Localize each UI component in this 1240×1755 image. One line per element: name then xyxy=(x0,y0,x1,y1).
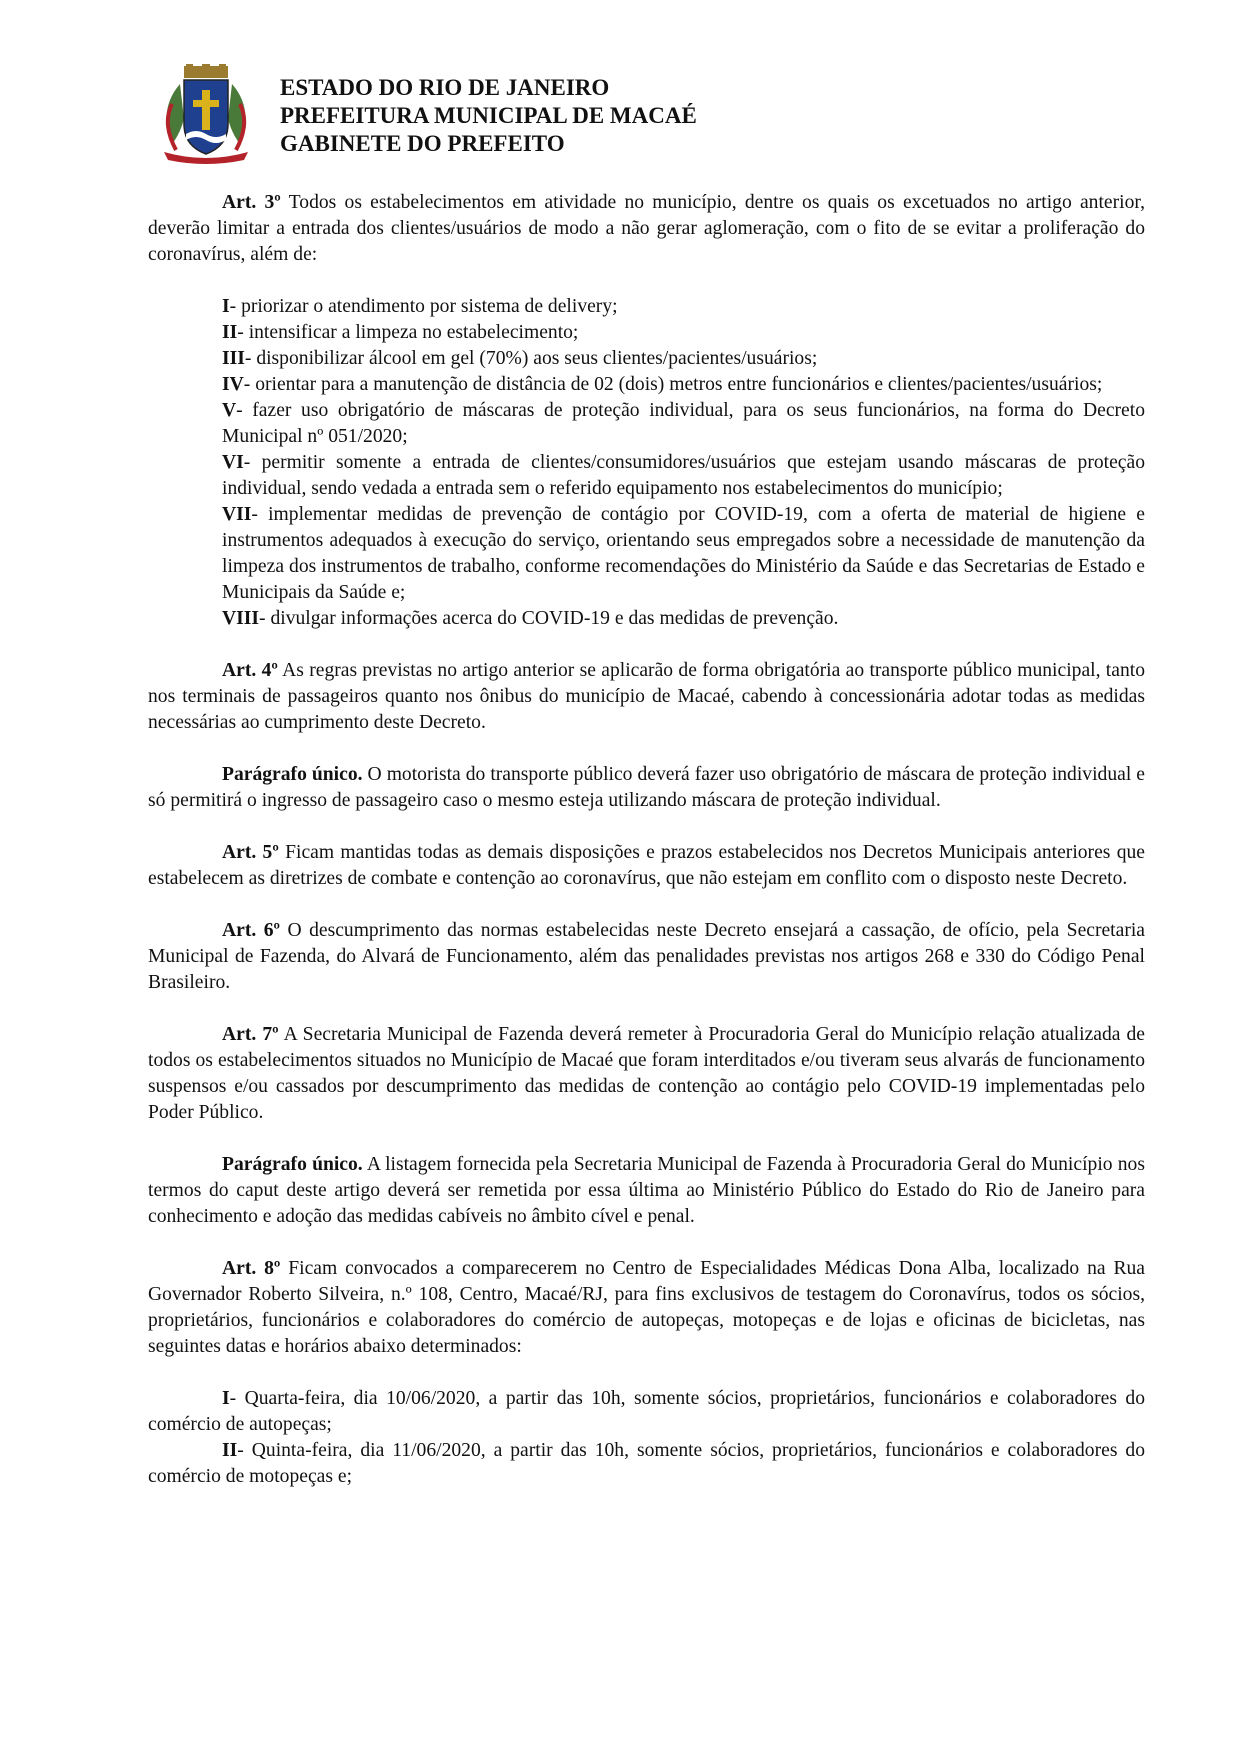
header-state: ESTADO DO RIO DE JANEIRO xyxy=(280,75,610,100)
list-item: VIII- divulgar informações acerca do COVID-19 e das medidas de prevenção. xyxy=(222,608,839,629)
list-item: I- priorizar o atendimento por sistema de delivery; xyxy=(222,296,618,317)
article-4: Art. 4º As regras previstas no artigo anterior se aplicarão de forma obrigatória ao transporte público municipal, tanto nos terminais de passageiros quanto nos ônibus do município de Macaé, cabendo à concessionária adotar todas as medidas necessárias ao cumprimento deste Decreto. xyxy=(148,660,1145,733)
article-7-paragraph: Parágrafo único. A listagem fornecida pela Secretaria Municipal de Fazenda à Procuradoria Geral do Município nos termos do caput deste artigo deverá ser remetida por essa última ao Ministério Público do Estado do Rio de Janeiro para conhecimento e adoção das medidas cabíveis no âmbito cível e penal. xyxy=(148,1154,1145,1227)
list-item: II- intensificar a limpeza no estabelecimento; xyxy=(222,322,579,343)
article-4-paragraph: Parágrafo único. O motorista do transporte público deverá fazer uso obrigatório de máscara de proteção individual e só permitirá o ingresso de passageiro caso o mesmo esteja utilizando máscara de proteção individual. xyxy=(148,764,1145,811)
article-text: Todos os estabelecimentos em atividade no município, dentre os quais os excetuados no artigo anterior, deverão limitar a entrada dos clientes/usuários de modo a não gerar aglomeração, com o fito de se evitar a proliferação do coronavírus, além de: xyxy=(148,192,1146,265)
municipal-coat-of-arms-icon xyxy=(150,64,262,164)
letterhead xyxy=(150,64,1150,164)
article-7: Art. 7º A Secretaria Municipal de Fazenda deverá remeter à Procuradoria Geral do Município relação atualizada de todos os estabelecimentos situados no Município de Macaé que foram interditados e/ou tiveram seus alvarás de funcionamento suspensos e/ou cassados por descumprimento das medidas de contenção ao contágio pelo COVID-19 implementadas pelo Poder Público. xyxy=(148,1024,1145,1123)
list-item: IV- orientar para a manutenção de distância de 02 (dois) metros entre funcionários e clientes/pacientes/usuários; xyxy=(222,374,1103,395)
header-prefecture: PREFEITURA MUNICIPAL DE MACAÉ xyxy=(280,103,697,128)
list-item: VI- permitir somente a entrada de clientes/consumidores/usuários que estejam usando máscaras de proteção individual, sendo vedada a entrada sem o referido equipamento nos estabelecimentos do município; xyxy=(222,452,1145,499)
article-8: Art. 8º Ficam convocados a comparecerem no Centro de Especialidades Médicas Dona Alba, localizado na Rua Governador Roberto Silveira, n.º 108, Centro, Macaé/RJ, para fins exclusivos de testagem do Coronavírus, todos os sócios, proprietários, funcionários e colaboradores do comércio de autopeças, motopeças e de lojas e oficinas de bicicletas, nas seguintes datas e horários abaixo determinados: xyxy=(148,1258,1146,1357)
article-3-items xyxy=(148,294,1145,632)
article-8-items xyxy=(148,1386,1145,1490)
header-office: GABINETE DO PREFEITO xyxy=(280,131,565,156)
decree-body xyxy=(148,190,1145,1490)
article-6: Art. 6º O descumprimento das normas estabelecidas neste Decreto ensejará a cassação, de ofício, pela Secretaria Municipal de Fazenda, do Alvará de Funcionamento, além das penalidades previstas nos artigos 268 e 330 do Código Penal Brasileiro. xyxy=(148,920,1145,993)
article-3 xyxy=(148,190,1145,268)
list-item: VII- implementar medidas de prevenção de contágio por COVID-19, com a oferta de material de higiene e instrumentos adequados à execução do serviço, orientando seus empregados sobre a necessidade de manutenção da limpeza dos instrumentos de trabalho, conforme recomendações do Ministério da Saúde e das Secretarias de Estado e Municipais da Saúde e; xyxy=(222,504,1145,603)
list-item: III- disponibilizar álcool em gel (70%) aos seus clientes/pacientes/usuários; xyxy=(222,348,818,369)
list-item: I- Quarta-feira, dia 10/06/2020, a partir das 10h, somente sócios, proprietários, funcionários e colaboradores do comércio de autopeças; xyxy=(148,1388,1145,1435)
list-item: V- fazer uso obrigatório de máscaras de proteção individual, para os seus funcionários, na forma do Decreto Municipal nº 051/2020; xyxy=(222,400,1145,447)
article-label: Art. 3º xyxy=(222,192,281,213)
list-item: II- Quinta-feira, dia 11/06/2020, a partir das 10h, somente sócios, proprietários, funcionários e colaboradores do comércio de motopeças e; xyxy=(148,1440,1145,1487)
article-5: Art. 5º Ficam mantidas todas as demais disposições e prazos estabelecidos nos Decretos Municipais anteriores que estabelecem as diretrizes de combate e contenção ao coronavírus, que não estejam em conflito com o disposto neste Decreto. xyxy=(148,842,1145,889)
